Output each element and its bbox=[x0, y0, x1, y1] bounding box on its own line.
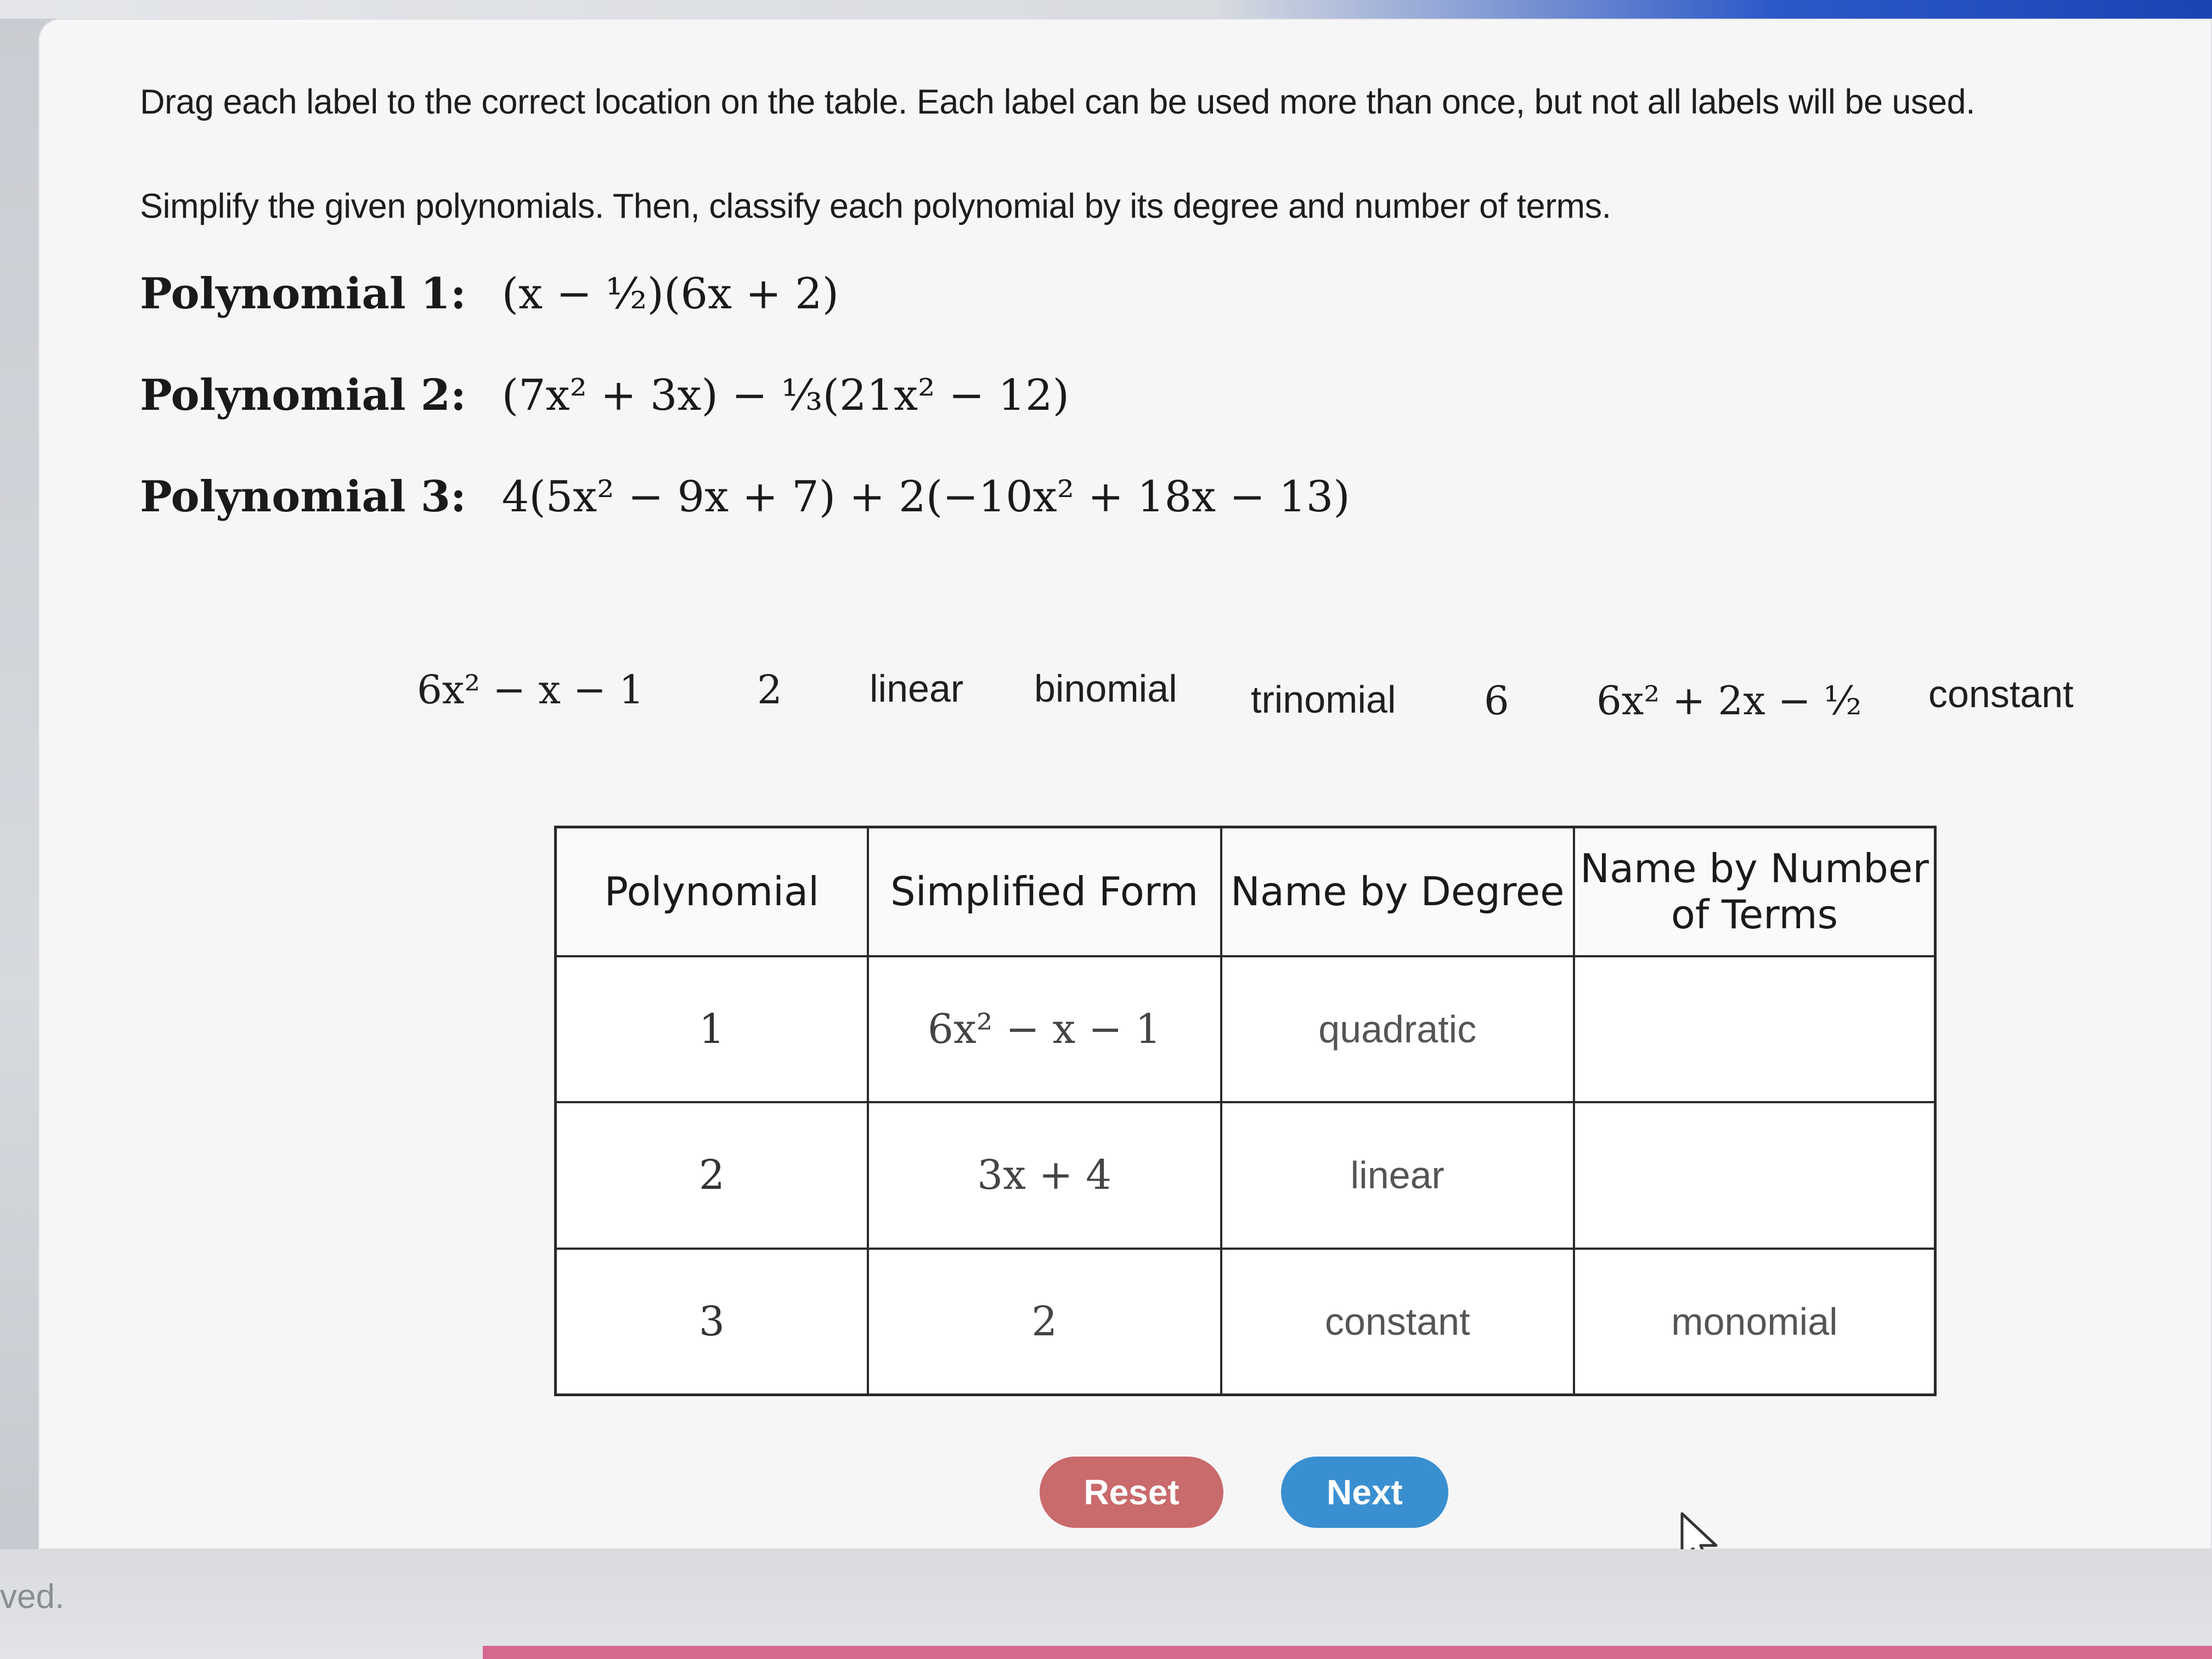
polynomial-3-label: Polynomial 3: bbox=[140, 472, 466, 522]
polynomial-1-label: Polynomial 1: bbox=[140, 269, 466, 319]
label-tile-6[interactable]: 6 bbox=[1484, 678, 1509, 724]
next-button[interactable]: Next bbox=[1281, 1457, 1448, 1528]
header-name-by-number-of-terms: Name by Number of Terms bbox=[1574, 827, 1936, 956]
label-tile-trinomial[interactable]: trinomial bbox=[1251, 678, 1396, 721]
label-tile-constant[interactable]: constant bbox=[1928, 673, 2074, 715]
label-tile-linear[interactable]: linear bbox=[870, 667, 964, 710]
row-1-simplified-drop-zone[interactable]: 6x² − x − 1 bbox=[868, 956, 1221, 1103]
polynomial-1-expression: (x − ½)(6x + 2) bbox=[501, 269, 839, 319]
label-tile-6x2-plus-2x-minus-half[interactable]: 6x² + 2x − ½ bbox=[1596, 678, 1862, 724]
simplify-instructions: Simplify the given polynomials. Then, classify each polynomial by its degree and number of terms. bbox=[140, 187, 1611, 225]
label-tile-binomial[interactable]: binomial bbox=[1034, 667, 1177, 710]
classification-table bbox=[554, 826, 1937, 1396]
row-1-degree-drop-zone[interactable]: quadratic bbox=[1221, 956, 1574, 1103]
row-1-terms-drop-zone[interactable] bbox=[1574, 956, 1936, 1103]
polynomial-2 bbox=[140, 370, 1069, 420]
page-bottom-strip bbox=[0, 1549, 2212, 1659]
polynomial-2-expression: (7x² + 3x) − ⅓(21x² − 12) bbox=[501, 371, 1070, 420]
header-simplified-form: Simplified Form bbox=[868, 827, 1221, 956]
browser-top-strip bbox=[0, 0, 2212, 19]
label-tile-2[interactable]: 2 bbox=[757, 667, 782, 713]
row-2-simplified-drop-zone[interactable]: 3x + 4 bbox=[868, 1102, 1221, 1249]
row-3-polynomial: 3 bbox=[556, 1249, 868, 1395]
row-3-simplified-drop-zone[interactable]: 2 bbox=[868, 1249, 1221, 1395]
row-3-terms-drop-zone[interactable]: monomial bbox=[1574, 1249, 1936, 1395]
label-tile-6x2-minus-x-minus-1[interactable]: 6x² − x − 1 bbox=[417, 667, 644, 713]
header-name-by-degree: Name by Degree bbox=[1221, 827, 1574, 956]
header-polynomial: Polynomial bbox=[556, 827, 868, 956]
table-header-row bbox=[556, 827, 1936, 956]
row-1-polynomial: 1 bbox=[556, 956, 868, 1103]
polynomial-3-expression: 4(5x² − 9x + 7) + 2(−10x² + 18x − 13) bbox=[501, 472, 1350, 522]
table-row bbox=[556, 1102, 1936, 1249]
drag-instructions: Drag each label to the correct location on the table. Each label can be used more than once, but not all labels will be used. bbox=[140, 83, 1976, 121]
row-3-degree-drop-zone[interactable]: constant bbox=[1221, 1249, 1574, 1395]
table-row bbox=[556, 1249, 1936, 1395]
table-row bbox=[556, 956, 1936, 1103]
polynomial-3 bbox=[140, 472, 1350, 522]
reset-button[interactable]: Reset bbox=[1040, 1457, 1223, 1528]
polynomial-2-label: Polynomial 2: bbox=[140, 370, 466, 420]
footer-text-fragment: ved. bbox=[0, 1578, 65, 1616]
accent-bar bbox=[483, 1646, 2212, 1659]
row-2-polynomial: 2 bbox=[556, 1102, 868, 1249]
row-2-terms-drop-zone[interactable] bbox=[1574, 1102, 1936, 1249]
polynomial-1 bbox=[140, 269, 839, 319]
row-2-degree-drop-zone[interactable]: linear bbox=[1221, 1102, 1574, 1249]
